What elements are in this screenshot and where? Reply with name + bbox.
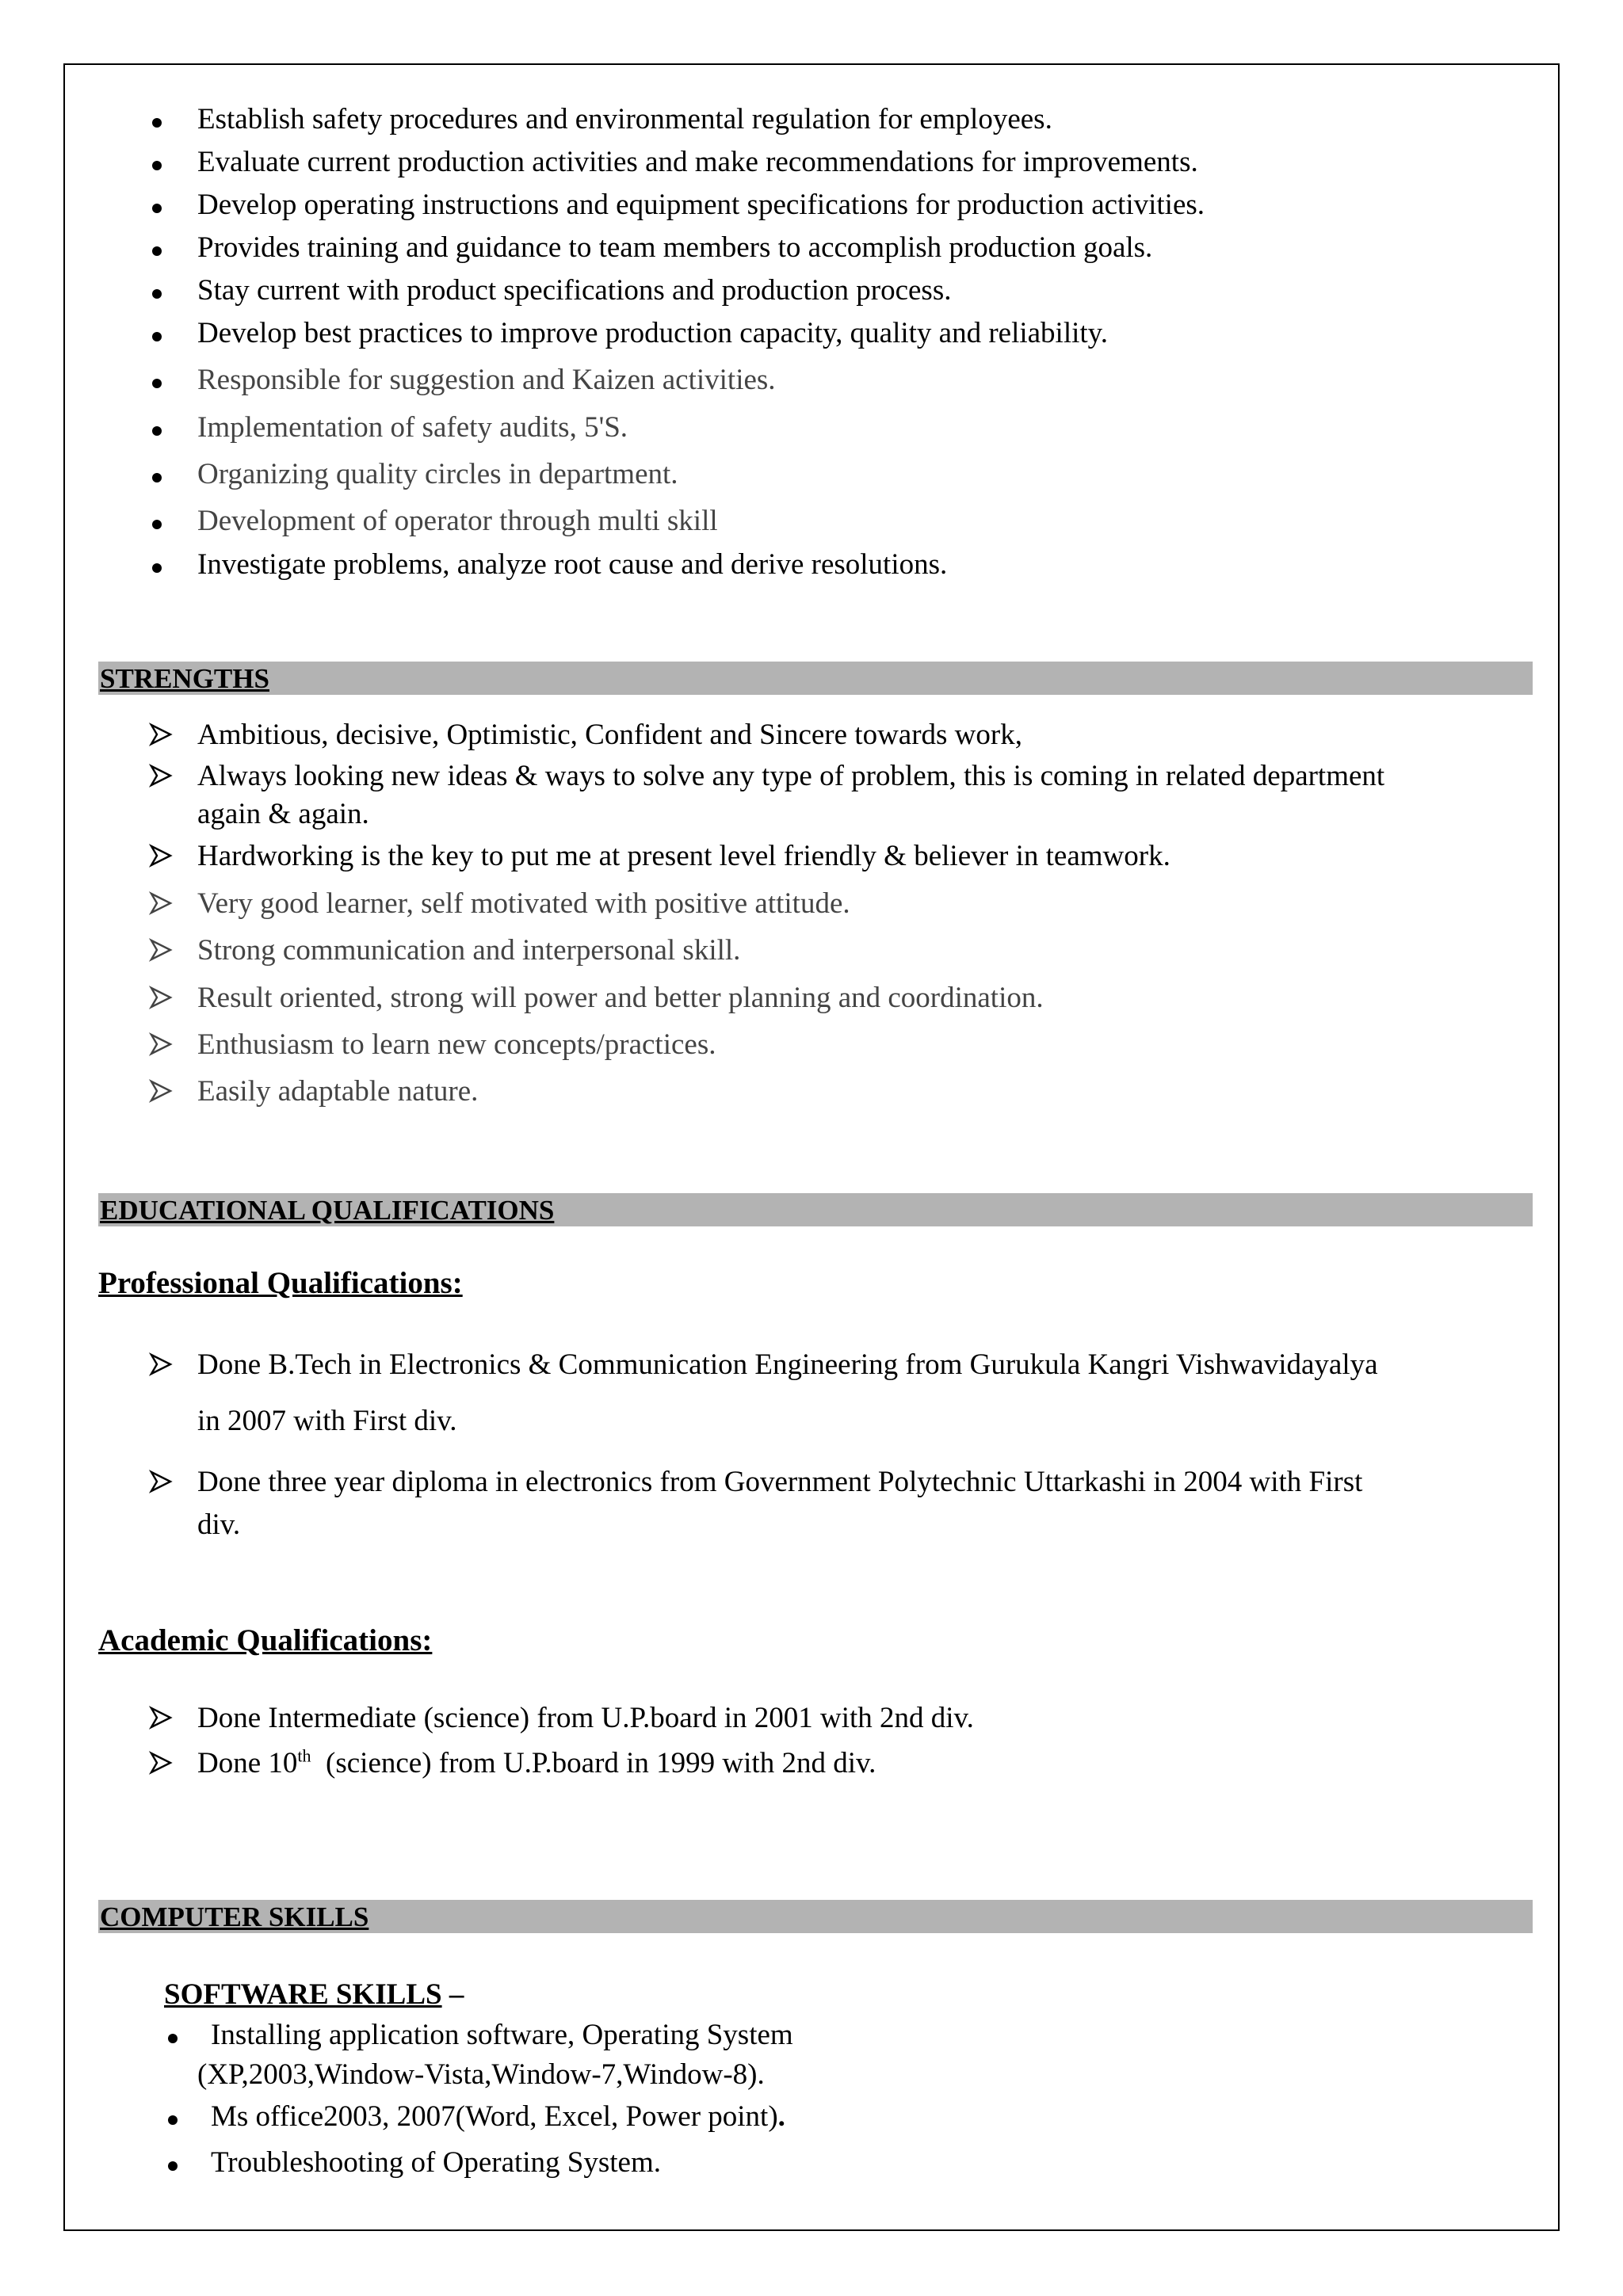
arrow-bullet-icon [149, 723, 173, 746]
qualification-item-continuation: in 2007 with First div. [197, 1405, 457, 1437]
bullet-dot [152, 332, 162, 341]
bullet-dot [168, 2161, 178, 2171]
strength-item: Ambitious, decisive, Optimistic, Confident and Sincere towards work, [197, 719, 1022, 751]
qualification-item [197, 1745, 876, 1783]
qualification-item: Done Intermediate (science) from U.P.board in 2001 with 2nd div. [197, 1702, 974, 1734]
duty-item: Implementation of safety audits, 5'S. [197, 411, 628, 444]
duty-item: Develop best practices to improve production capacity, quality and reliability. [197, 317, 1109, 349]
strength-item-continuation: again & again. [197, 798, 369, 830]
arrow-bullet-icon [149, 938, 173, 962]
duty-item: Establish safety procedures and environmental regulation for employees. [197, 103, 1052, 135]
skill-item: Troubleshooting of Operating System. [211, 2146, 662, 2179]
arrow-bullet-icon [149, 1706, 173, 1730]
section-bar-strengths [98, 662, 1533, 695]
strength-item: Enthusiasm to learn new concepts/practices. [197, 1028, 716, 1061]
strength-item: Very good learner, self motivated with positive attitude. [197, 887, 850, 920]
arrow-bullet-icon [149, 1032, 173, 1056]
arrow-bullet-icon [149, 1751, 173, 1775]
section-heading: STRENGTHS [100, 663, 269, 694]
duty-item: Evaluate current production activities and make recommendations for improvements. [197, 146, 1198, 178]
bullet-dot [152, 289, 162, 299]
section-bar-education [98, 1193, 1533, 1226]
bullet-dot [152, 379, 162, 388]
skill-text-tail: . [777, 2100, 785, 2133]
heading-dash: – [441, 1978, 464, 2011]
skill-item-continuation: (XP,2003,Window-Vista,Window-7,Window-8). [197, 2058, 765, 2091]
strength-item: Easily adaptable nature. [197, 1075, 479, 1108]
arrow-bullet-icon [149, 764, 173, 788]
strength-item: Hardworking is the key to put me at present level friendly & believer in teamwork. [197, 840, 1170, 872]
arrow-bullet-icon [149, 1079, 173, 1103]
qualification-item-continuation: div. [197, 1508, 241, 1541]
arrow-bullet-icon [149, 986, 173, 1009]
qualification-text: (science) from U.P.board in 1999 with 2nd div. [311, 1747, 876, 1779]
section-heading: EDUCATIONAL QUALIFICATIONS [100, 1195, 555, 1226]
duty-item: Investigate problems, analyze root cause and derive resolutions. [197, 548, 948, 581]
bullet-dot [152, 426, 162, 436]
duty-item: Development of operator through multi skill [197, 505, 718, 537]
bullet-dot [152, 473, 162, 482]
bullet-dot [152, 246, 162, 256]
qualification-item: Done three year diploma in electronics from Government Polytechnic Uttarkashi in 2004 with First [197, 1466, 1363, 1498]
bullet-dot [168, 2034, 178, 2043]
software-skills-label: SOFTWARE SKILLS [164, 1978, 442, 2011]
arrow-bullet-icon [149, 1352, 173, 1376]
duty-item: Organizing quality circles in department. [197, 458, 678, 490]
academic-qualifications-heading: Academic Qualifications: [98, 1623, 433, 1657]
skill-text: Ms office2003, 2007(Word, Excel, Power point) [211, 2100, 778, 2133]
bullet-dot [152, 161, 162, 170]
skill-item [211, 2098, 785, 2136]
section-heading: COMPUTER SKILLS [100, 1901, 369, 1932]
duty-item: Responsible for suggestion and Kaizen activities. [197, 364, 776, 396]
ordinal-suffix: th [297, 1745, 311, 1766]
software-skills-heading [164, 1976, 464, 2014]
arrow-bullet-icon [149, 1470, 173, 1493]
arrow-bullet-icon [149, 844, 173, 868]
duty-item: Provides training and guidance to team members to accomplish production goals. [197, 231, 1153, 264]
bullet-dot [152, 204, 162, 213]
duty-item: Develop operating instructions and equipment specifications for production activities. [197, 189, 1205, 221]
strength-item: Always looking new ideas & ways to solve any type of problem, this is coming in related department [197, 760, 1385, 792]
professional-qualifications-heading: Professional Qualifications: [98, 1266, 463, 1300]
strength-item: Result oriented, strong will power and better planning and coordination. [197, 982, 1044, 1014]
duty-item: Stay current with product specifications and production process. [197, 274, 952, 307]
bullet-dot [152, 563, 162, 573]
qualification-item: Done B.Tech in Electronics & Communication Engineering from Gurukula Kangri Vishwavidayalya [197, 1348, 1378, 1381]
bullet-dot [152, 520, 162, 529]
arrow-bullet-icon [149, 891, 173, 915]
qualification-text: Done 10 [197, 1747, 298, 1779]
strength-item: Strong communication and interpersonal skill. [197, 934, 741, 967]
bullet-dot [168, 2115, 178, 2125]
skill-item: Installing application software, Operating System [211, 2019, 793, 2051]
bullet-dot [152, 118, 162, 128]
section-bar-computer-skills [98, 1900, 1533, 1933]
